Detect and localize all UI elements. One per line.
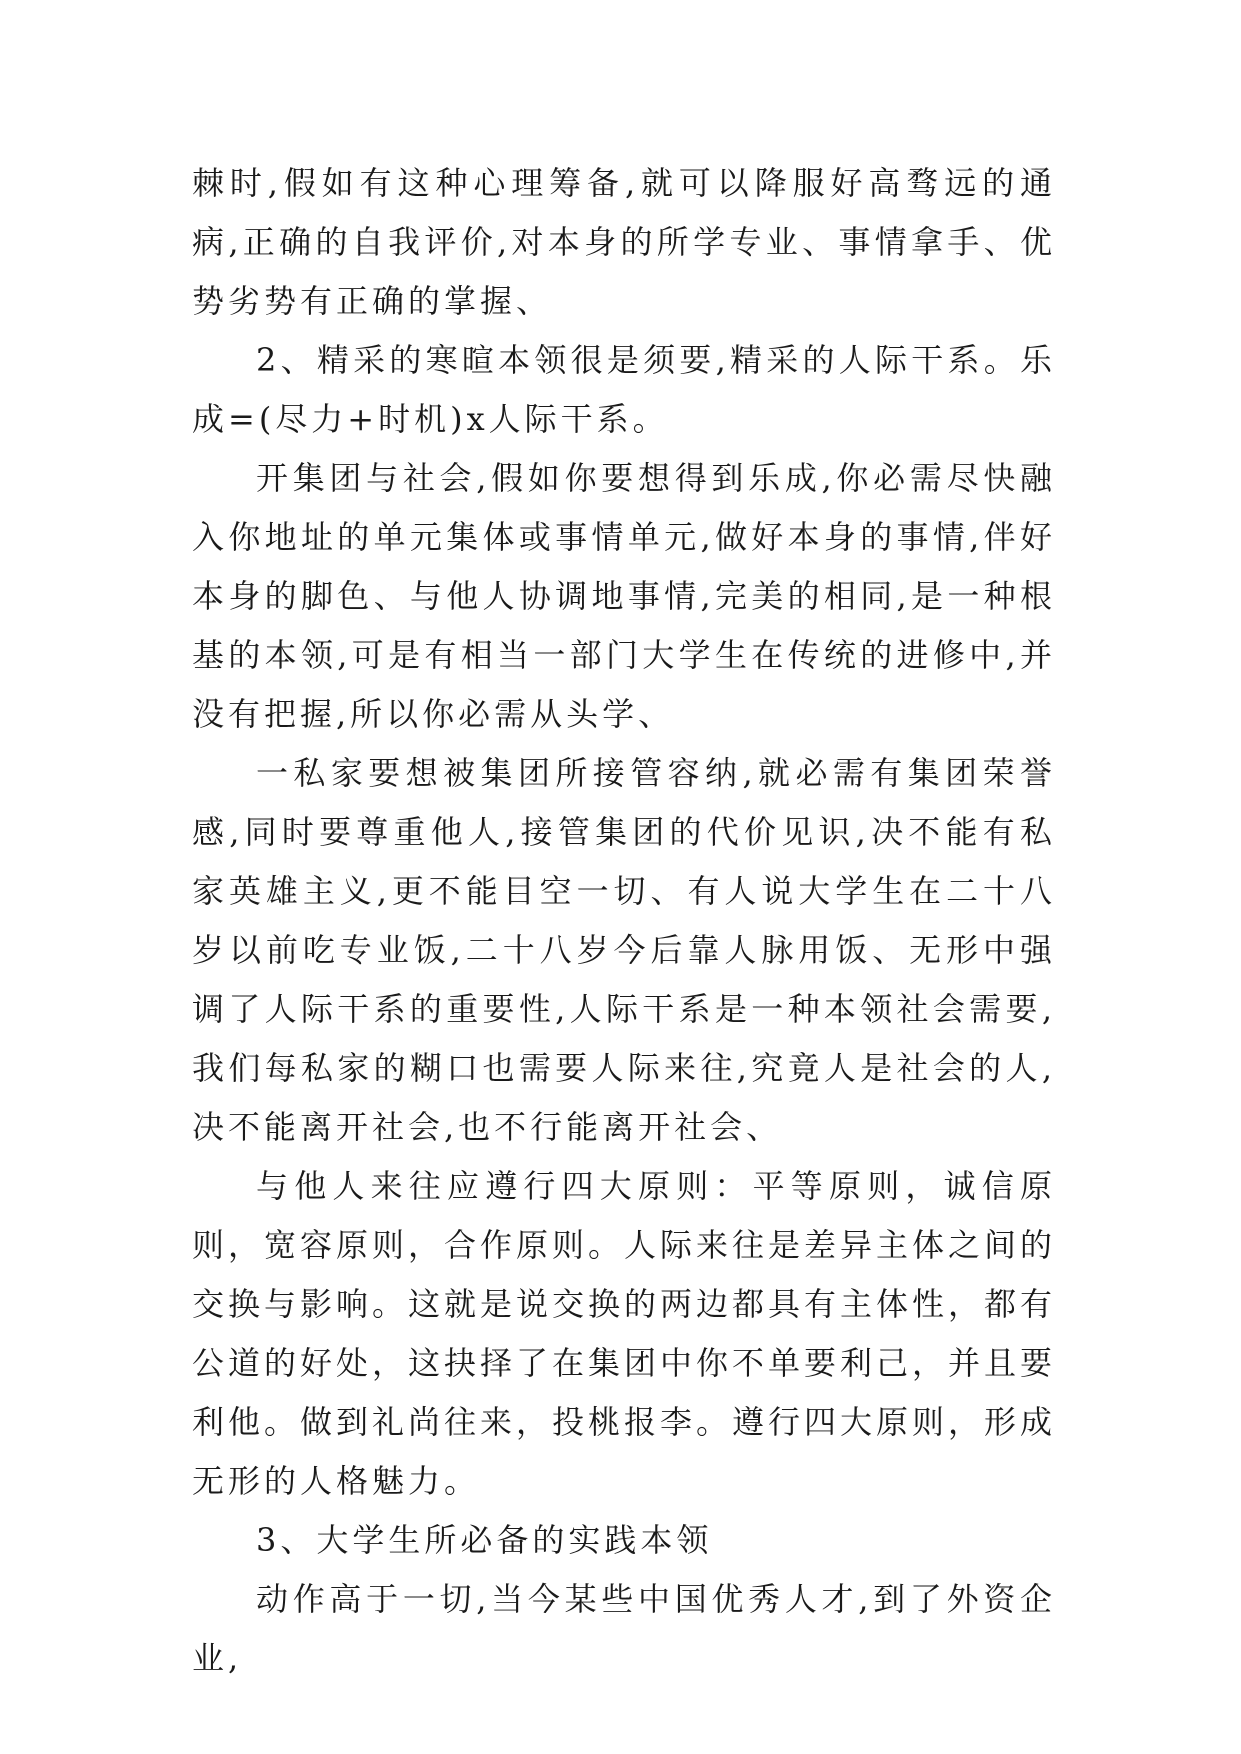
paragraph-four-principles: 与他人来往应遵行四大原则：平等原则，诚信原则，宽容原则，合作原则。人际来往是差异主体之间的交换与影响。这就是说交换的两边都具有主体性，都有公道的好处，这抉择了在集团中你不单要利己，并且要利他。做到礼尚往来，投桃报李。遵行四大原则，形成无形的人格魅力。 [192, 1167, 1057, 1500]
document-body [192, 154, 1056, 1688]
paragraph-continuation: 棘时,假如有这种心理筹备,就可以降服好高骛远的通病,正确的自我评价,对本身的所学专业、事情拿手、优势劣势有正确的掌握、 [192, 164, 1056, 320]
section-heading-practical-skills: 3、大学生所必备的实践本领 [256, 1521, 713, 1559]
paragraph-action: 动作高于一切,当今某些中国优秀人才,到了外资企业, [192, 1580, 1056, 1677]
paragraph-team-honor: 一私家要想被集团所接管容纳,就必需有集团荣誉感,同时要尊重他人,接管集团的代价见识,决不能有私家英雄主义,更不能目空一切、有人说大学生在二十八岁以前吃专业饭,二十八岁今后靠人脉用饭、无形中强调了人际干系的重要性,人际干系是一种本领社会需要,我们每私家的糊口也需要人际来往,究竟人是社会的人,决不能离开社会,也不行能离开社会、 [192, 754, 1056, 1146]
paragraph-team-integration: 开集团与社会,假如你要想得到乐成,你必需尽快融入你地址的单元集体或事情单元,做好本身的事情,伴好本身的脚色、与他人协调地事情,完美的相同,是一种根基的本领,可是有相当一部门大学生在传统的进修中,并没有把握,所以你必需从头学、 [192, 459, 1056, 733]
paragraph-social-skills: 2、精采的寒暄本领很是须要,精采的人际干系。乐成=(尽力+时机)x人际干系。 [192, 341, 1056, 438]
